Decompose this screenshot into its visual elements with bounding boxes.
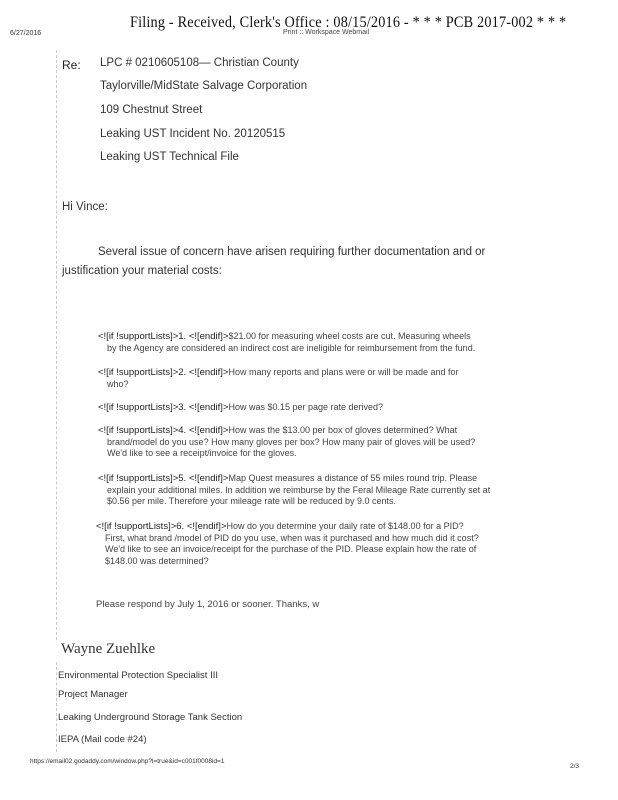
page-number: 2/3: [570, 763, 580, 770]
list-marker: <![if !supportLists]>3. <![endif]>: [98, 402, 229, 413]
list-item-text: $0.56 per mile. Therefore your mileage rate will be reduced by 9.0 cents.: [107, 496, 396, 506]
signature-mailcode: IEPA (Mail code #24): [58, 734, 147, 745]
intro-paragraph: [62, 243, 562, 281]
signature-role: Project Manager: [58, 689, 128, 700]
list-item-6: [96, 521, 546, 567]
re-line-address: 109 Chestnut Street: [100, 104, 203, 116]
list-item-text: How many reports and plans were or will be made and for: [228, 367, 459, 377]
list-item-text: We'd like to see an invoice/receipt for the purchase of the PID. Please explain how the rate of: [105, 544, 477, 554]
list-item-text: brand/model do you use? How many gloves per box? How many pair of gloves will be used?: [107, 436, 476, 447]
re-line-company: Taylorville/MidState Salvage Corporation: [100, 80, 308, 92]
intro-line-1: Several issue of concern have arisen requiring further documentation and or: [98, 246, 486, 258]
filing-stamp-header: Filing - Received, Clerk's Office : 08/15/2016 - * * * PCB 2017-002 * * *: [130, 14, 567, 31]
closing-line: Please respond by July 1, 2016 or sooner. Thanks, w: [96, 599, 320, 610]
intro-line-2: justification your material costs:: [62, 265, 222, 277]
list-marker: <![if !supportLists]>2. <![endif]>: [98, 367, 229, 378]
footer-url: https://email02.godaddy.com/window.php?l=true&id=c001f0008id=1: [30, 758, 225, 765]
print-source-label: Print :: Workspace Webmail: [283, 29, 370, 36]
re-line-incident: Leaking UST Incident No. 20120515: [100, 128, 286, 140]
greeting: Hi Vince:: [62, 201, 108, 213]
list-item-text: $21.00 for measuring wheel costs are cut. Measuring wheels: [228, 331, 471, 341]
quote-margin-top: [56, 50, 57, 640]
signature-name: Wayne Zuehlke: [61, 641, 156, 657]
list-item-3: [98, 402, 548, 414]
list-item-text: How was $0.15 per page rate derived?: [228, 402, 384, 412]
re-line-lpc: LPC # 0210605108— Christian County: [100, 57, 299, 69]
list-item-5: [98, 473, 548, 508]
list-item-1: [98, 331, 548, 354]
list-item-text: How do you determine your daily rate of $148.00 for a PID?: [226, 521, 464, 531]
list-marker: <![if !supportLists]>1. <![endif]>: [98, 331, 229, 342]
list-item-text: How was the $13.00 per box of gloves determined? What: [228, 425, 458, 435]
list-item-text: by the Agency are considered an indirect cost are ineligible for reimbursement from the fund.: [107, 342, 476, 353]
re-line-file: Leaking UST Technical File: [100, 151, 239, 163]
list-item-text: explain your additional miles. In addition we reimburse by the Feral Mileage Rate currently set at: [107, 484, 491, 495]
signature-title: Environmental Protection Specialist III: [58, 670, 218, 681]
list-item-text: $148.00 was determined?: [105, 555, 209, 566]
signature-section: Leaking Underground Storage Tank Section: [58, 712, 243, 723]
list-item-text: who?: [107, 378, 129, 389]
list-item-text: First, what brand /model of PID do you use, when was it purchased and how much did it cost?: [105, 532, 479, 543]
print-date: 6/27/2016: [10, 30, 42, 37]
list-item-2: [98, 367, 548, 390]
list-marker: <![if !supportLists]>5. <![endif]>: [98, 473, 229, 484]
list-item-4: [98, 425, 548, 460]
list-marker: <![if !supportLists]>6. <![endif]>: [96, 521, 227, 532]
re-label: Re:: [62, 58, 81, 72]
list-item-text: We'd like to see a receipt/invoice for the gloves.: [107, 448, 297, 458]
list-marker: <![if !supportLists]>4. <![endif]>: [98, 425, 229, 436]
quote-margin-bottom: [56, 662, 57, 752]
list-item-text: Map Quest measures a distance of 55 miles round trip. Please: [228, 473, 478, 483]
